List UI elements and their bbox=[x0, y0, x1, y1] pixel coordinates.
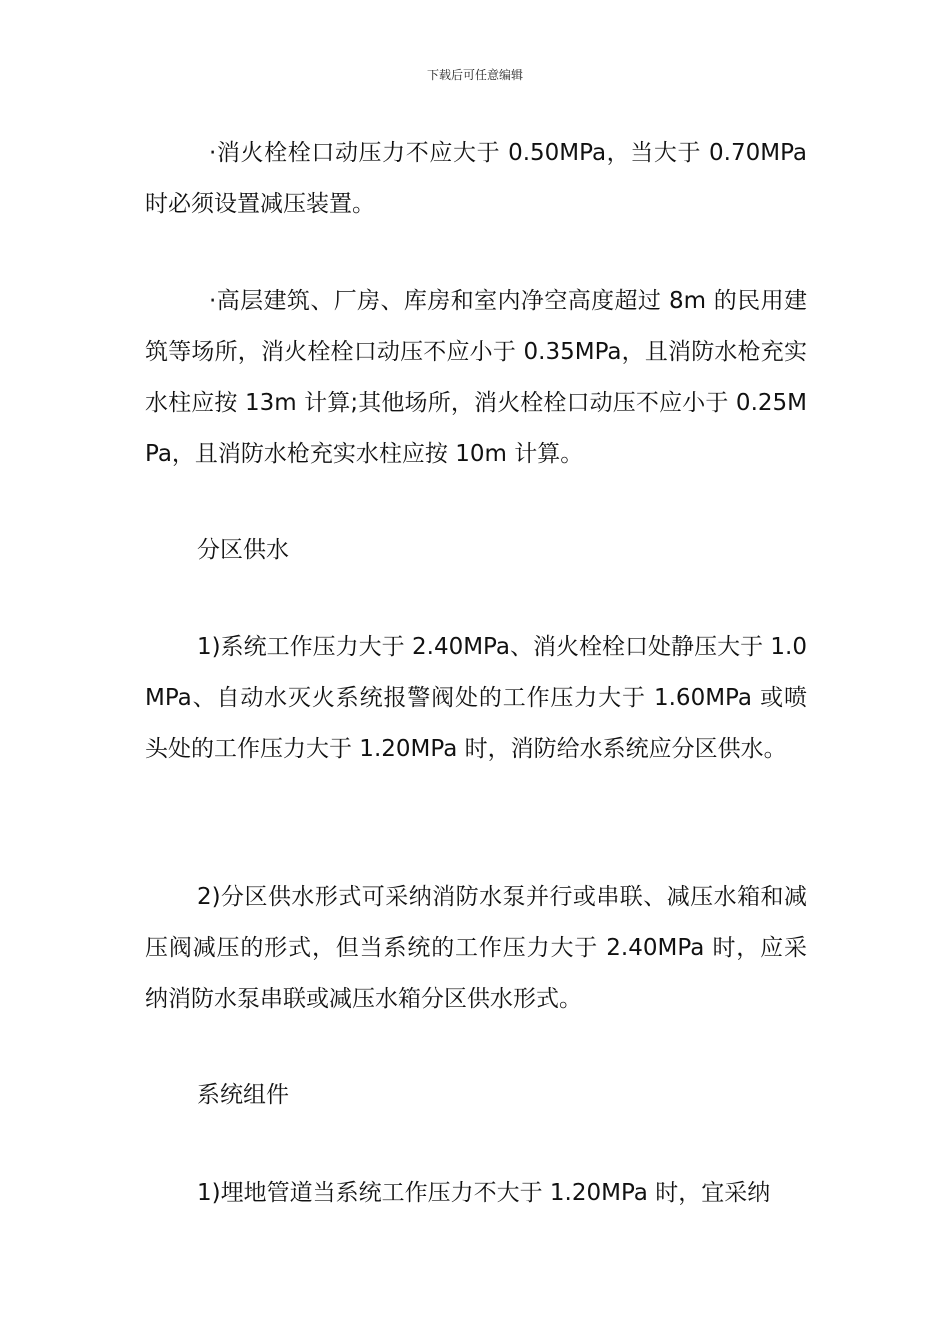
paragraph-components-1: 1)埋地管道当系统工作压力不大于 1.20MPa 时，宜采纳 bbox=[197, 1180, 771, 1206]
section-heading-system-components: 系统组件 bbox=[197, 1082, 289, 1108]
paragraph-bullet-high-rise: ·高层建筑、厂房、库房和室内净空高度超过 8m 的民用建筑等场所，消火栓栓口动压不应小于 0.35MPa，且消防水枪充实水柱应按 13m 计算;其他场所，消火栓栓口动压不应小于 0.25MPa，且消防水枪充实水柱应按 10m 计算。 bbox=[145, 288, 807, 467]
paragraph-bullet-pressure-limit: ·消火栓栓口动压力不应大于 0.50MPa，当大于 0.70MPa 时必须设置减压装置。 bbox=[145, 140, 807, 217]
paragraph-zoned-supply-1: 1)系统工作压力大于 2.40MPa、消火栓栓口处静压大于 1.0MPa、自动水灭火系统报警阀处的工作压力大于 1.60MPa 或喷头处的工作压力大于 1.20MPa 时，消防给水系统应分区供水。 bbox=[145, 634, 807, 762]
paragraph-zoned-supply-2: 2)分区供水形式可采纳消防水泵并行或串联、减压水箱和减压阀减压的形式，但当系统的工作压力大于 2.40MPa 时，应采纳消防水泵串联或减压水箱分区供水形式。 bbox=[145, 884, 807, 1012]
header-note: 下载后可任意编辑 bbox=[426, 68, 523, 82]
section-heading-zoned-supply: 分区供水 bbox=[197, 537, 289, 563]
